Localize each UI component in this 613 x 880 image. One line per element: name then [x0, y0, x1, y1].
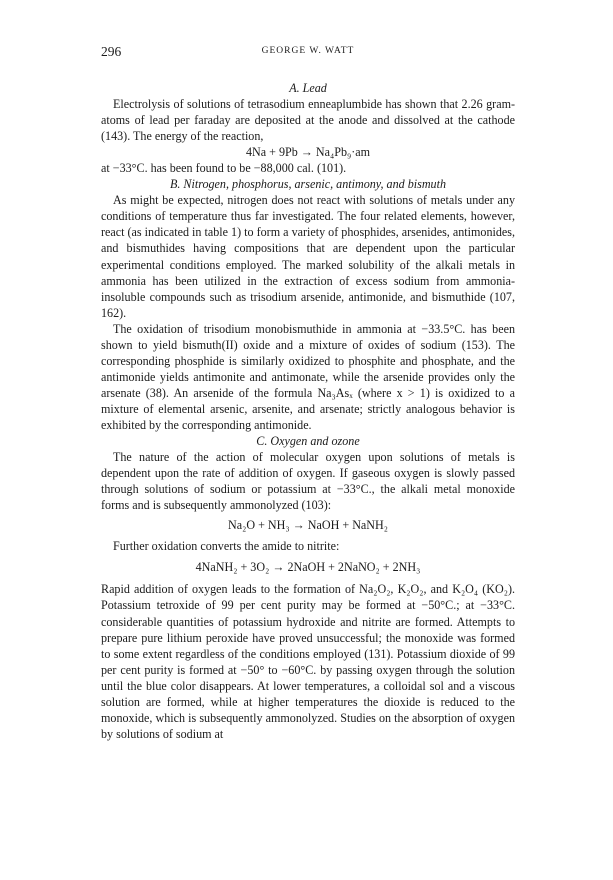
section-heading-oxygen: C. Oxygen and ozone	[256, 434, 360, 449]
paragraph: Further oxidation converts the amide to nitrite:	[113, 539, 340, 554]
equation: 4NaNH₂ + 3O₂ → 2NaOH + 2NaNO₂ + 2NH₃	[195, 560, 421, 575]
equation: 4Na + 9Pb → Na₄Pb₉·am	[245, 145, 371, 160]
section-heading-lead: A. Lead	[289, 81, 327, 95]
paragraph: The oxidation of trisodium monobismuthide in ammonia at −33.5°C. has been shown to yield bismuth(II) oxide and a mixture of oxides of sodium (153). The corresponding phosphide is similarly oxidized to phosphite and phosphate, and the antimonide yields antimonite and antimonate, while the arsenide provides only the arsenate (38). An arsenide of the formula Na₃Asₓ (where x > 1) is oxidized to a mixture of elemental arsenic, arsenite, and arsenate; strictly analogous behavior is exhibited by the corresponding antimonide.	[101, 321, 515, 432]
paragraph: Rapid addition of oxygen leads to the formation of Na₂O₂, K₂O₂, and K₂O₄ (KO₂). Potassium tetroxide of 99 per cent purity may be formed at −50°C.; at −33°C. considerable quantities of potassium hydroxide and nitrite are formed. Attempts to prepare pure lithium peroxide have proved unsuccessful; the monoxide was formed to some extent regardless of the conditions employed (131). Potassium dioxide of 99 per cent purity is formed at −50° to −60°C. by passing oxygen through the solution until the blue color disappears. At lower temperatures, a colloidal sol and a viscous solution are formed, while at higher temperatures the dioxide is reduced to the monoxide, which is subsequently ammonolyzed. Studies on the absorption of oxygen by solutions of sodium at	[101, 582, 515, 741]
equation: Na₂O + NH₃ → NaOH + NaNH₂	[228, 518, 388, 533]
page-number: 296	[101, 44, 122, 59]
page-header	[101, 44, 515, 64]
paragraph: The nature of the action of molecular oxygen upon solutions of metals is dependent upon the rate of addition of oxygen. If gaseous oxygen is slowly passed through solutions of sodium or potassium at −33°C., the alkali metal monoxide forms and is subsequently ammonolyzed (103):	[101, 450, 515, 513]
section-heading-nitrogen: B. Nitrogen, phosphorus, arsenic, antimony, and bismuth	[169, 177, 447, 192]
paragraph: Electrolysis of solutions of tetrasodium enneaplumbide has shown that 2.26 gram-atoms of lead per faraday are deposited at the anode and dissolved at the cathode (143). The energy of the reaction,	[101, 97, 515, 144]
running-title: GEORGE W. WATT	[261, 46, 355, 56]
page-body	[101, 80, 515, 742]
paragraph: at −33°C. has been found to be −88,000 cal. (101).	[101, 161, 347, 176]
paragraph: As might be expected, nitrogen does not react with solutions of metals under any conditions of temperature thus far investigated. The four related elements, however, react (as indicated in table 1) to form a variety of phosphides, arsenides, antimonides, and bismuthides having compositions that are dependent upon the particular experimental conditions employed. The marked solubility of the alkali metals in ammonia has been utilized in the extraction of excess sodium from ammonia-insoluble compounds such as trisodium arsenide, antimonide, and bismuthide (107, 162).	[101, 193, 515, 320]
